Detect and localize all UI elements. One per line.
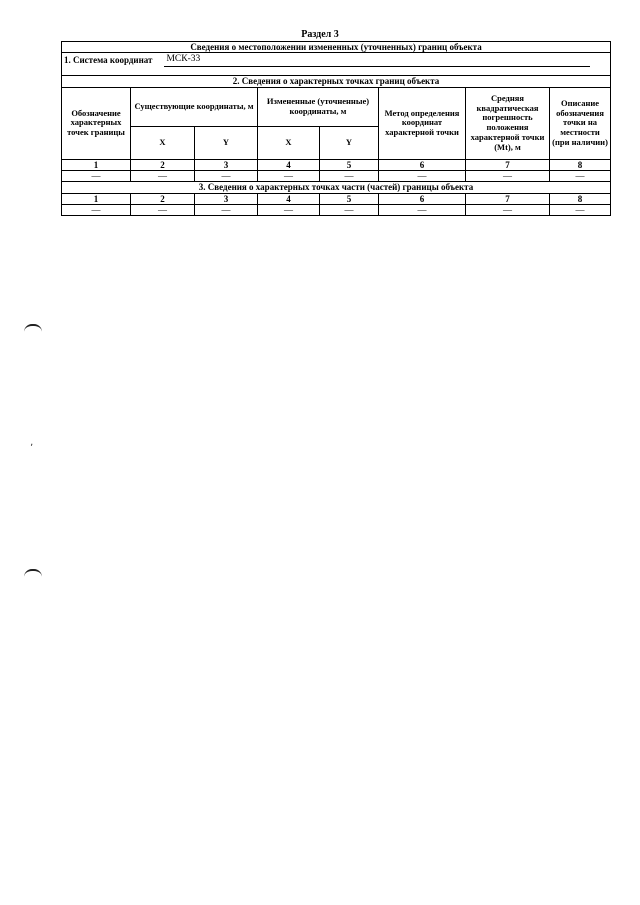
binder-hole-mark (24, 569, 42, 577)
table-cell: — (550, 171, 611, 182)
table-cell: — (131, 205, 195, 216)
column-number: 5 (320, 159, 379, 170)
header-existing-x: X (131, 126, 195, 159)
table-cell: — (62, 205, 131, 216)
table-cell: — (195, 171, 258, 182)
table-cell: — (131, 171, 195, 182)
table-cell: — (379, 205, 466, 216)
column-number: 3 (195, 159, 258, 170)
header-existing-coords: Существующие координаты, м (131, 87, 258, 126)
table-cell: — (379, 171, 466, 182)
binder-hole-mark (24, 324, 42, 332)
column-number: 7 (466, 159, 550, 170)
header-changed-y: Y (320, 126, 379, 159)
column-number: 2 (131, 159, 195, 170)
column-number: 4 (258, 159, 320, 170)
part3-title: 3. Сведения о характерных точках части (частей) границы объекта (62, 182, 611, 193)
coord-system-row (62, 53, 611, 76)
column-number: 1 (62, 159, 131, 170)
main-title: Сведения о местоположении измененных (уточненных) границ объекта (62, 42, 611, 53)
header-error: Средняя квадратическая погрешность положения характерной точки (Mt), м (466, 87, 550, 159)
header-designation: Обозначение характерных точек границы (62, 87, 131, 159)
table-cell: — (466, 205, 550, 216)
column-number: 6 (379, 193, 466, 204)
column-number: 1 (62, 193, 131, 204)
column-number: 4 (258, 193, 320, 204)
header-description: Описание обозначения точки на местности (при наличии) (550, 87, 611, 159)
boundary-table (61, 41, 611, 216)
table-cell: — (320, 171, 379, 182)
table-cell: — (550, 205, 611, 216)
column-number: 3 (195, 193, 258, 204)
section-title: Раздел 3 (301, 29, 339, 40)
column-number: 2 (131, 193, 195, 204)
header-changed-coords: Измененные (уточненные) координаты, м (258, 87, 379, 126)
column-number: 8 (550, 193, 611, 204)
column-number: 6 (379, 159, 466, 170)
table-cell: — (258, 205, 320, 216)
scan-tick-mark: ʼ (30, 443, 34, 454)
part2-title: 2. Сведения о характерных точках границ объекта (62, 76, 611, 87)
table-cell: — (466, 171, 550, 182)
column-number: 7 (466, 193, 550, 204)
coord-system-value: МСК-33 (164, 54, 590, 67)
header-existing-y: Y (195, 126, 258, 159)
header-method: Метод определения координат характерной точки (379, 87, 466, 159)
header-changed-x: X (258, 126, 320, 159)
coord-system-label: 1. Система координат (64, 55, 153, 66)
table-cell: — (195, 205, 258, 216)
table-cell: — (258, 171, 320, 182)
table-cell: — (320, 205, 379, 216)
column-number: 8 (550, 159, 611, 170)
column-number: 5 (320, 193, 379, 204)
table-cell: — (62, 171, 131, 182)
